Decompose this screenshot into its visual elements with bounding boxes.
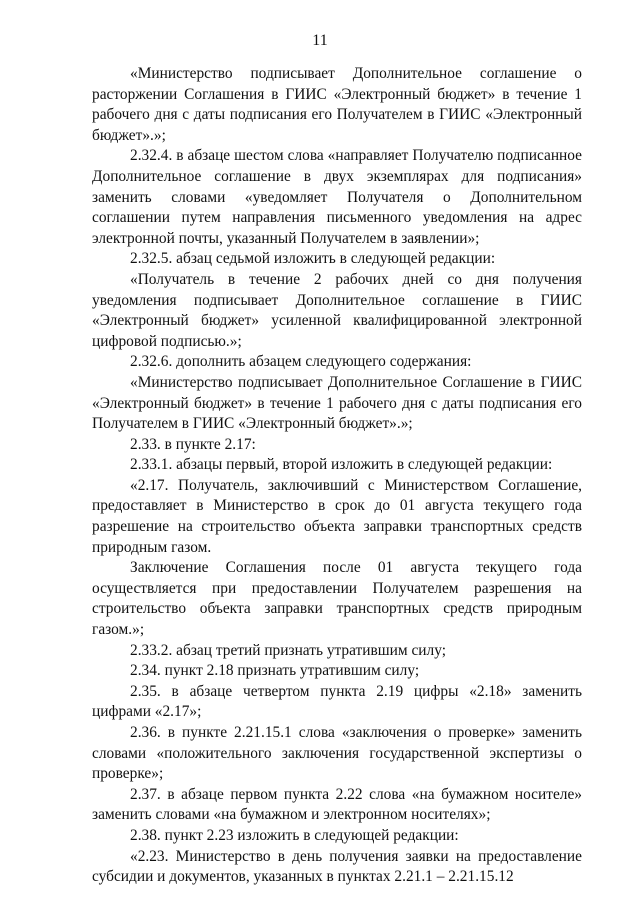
paragraph: 2.33.2. абзац третий признать утратившим силу; <box>130 641 446 659</box>
paragraph: 2.33.1. абзацы первый, второй изложить в следующей редакции: <box>130 456 553 474</box>
page-number: 11 <box>312 32 328 49</box>
paragraph: «2.17. Получатель, заключивший с Министерством Соглашение, предоставляет в Министерство в срок до 01 августа текущего года разрешение на строительство объекта заправки транспортных средств природным газом. <box>92 476 582 556</box>
paragraph: 2.34. пункт 2.18 признать утратившим силу; <box>130 662 420 680</box>
paragraph: 2.37. в абзаце первом пункта 2.22 слова «на бумажном носителе» заменить словами «на бумажном и электронном носителях»; <box>92 785 582 824</box>
paragraph: 2.32.4. в абзаце шестом слова «направляет Получателю подписанное Дополнительное соглашение в двух экземплярах для подписания» заменить словами «уведомляет Получателя о Дополнительном соглашении путем направления письменного уведомления на адрес электронной почты, указанный Получателем в заявлении»; <box>92 147 582 247</box>
paragraph: 2.32.6. дополнить абзацем следующего содержания: <box>130 353 472 371</box>
paragraph: «Министерство подписывает Дополнительное Соглашение в ГИИС «Электронный бюджет» в течение 1 рабочего дня с даты подписания его Получателем в ГИИС «Электронный бюджет».»; <box>92 373 582 433</box>
paragraph: «Министерство подписывает Дополнительное соглашение о расторжении Соглашения в ГИИС «Электронный бюджет» в течение 1 рабочего дня с даты подписания его Получателем в ГИИС «Электронный бюджет».»; <box>92 65 582 144</box>
paragraph: 2.36. в пункте 2.21.15.1 слова «заключения о проверке» заменить словами «положительного заключения государственной экспертизы о проверке»; <box>92 724 582 783</box>
paragraph: Заключение Соглашения после 01 августа текущего года осуществляется при предоставлении Получателем разрешения на строительство объекта заправки транспортных средств природным газом.»; <box>92 559 582 639</box>
document-body <box>92 64 582 888</box>
paragraph: 2.33. в пункте 2.17: <box>130 435 256 453</box>
paragraph: «Получатель в течение 2 рабочих дней со дня получения уведомления подписывает Дополнительное соглашение в ГИИС «Электронный бюджет» усиленной квалифицированной электронной цифровой подписью.»; <box>92 270 582 350</box>
paragraph: 2.35. в абзаце четвертом пункта 2.19 цифры «2.18» заменить цифрами «2.17»; <box>92 682 582 721</box>
paragraph: 2.32.5. абзац седьмой изложить в следующей редакции: <box>130 250 496 268</box>
paragraph: 2.38. пункт 2.23 изложить в следующей редакции: <box>130 826 459 844</box>
paragraph: «2.23. Министерство в день получения заявки на предоставление субсидии и документов, указанных в пунктах 2.21.1 – 2.21.15.12 <box>92 847 582 886</box>
